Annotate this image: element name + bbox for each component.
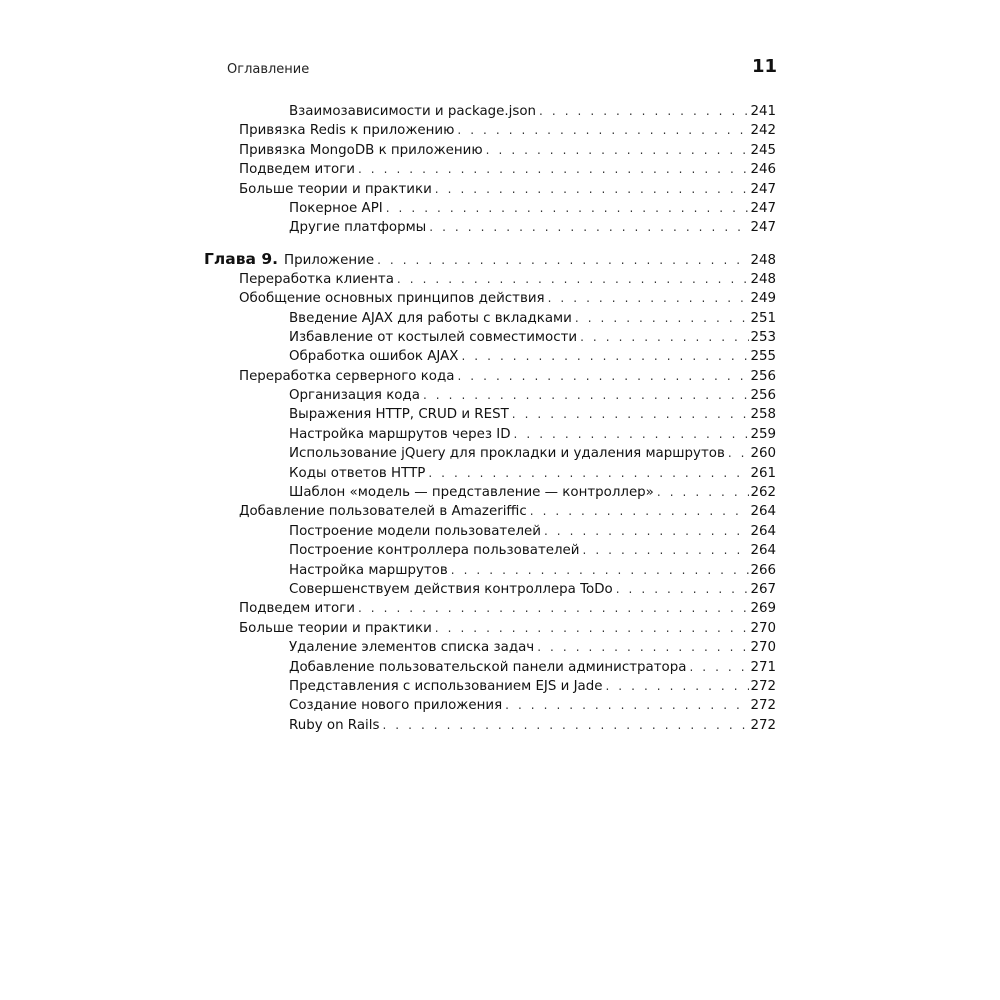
- toc-entry-title: Совершенствуем действия контроллера ToDo: [289, 581, 613, 597]
- dot-leader: [657, 483, 750, 502]
- toc-entry-page: 264: [750, 523, 776, 539]
- toc-entry-page: 272: [750, 717, 776, 733]
- dot-leader: [537, 638, 749, 657]
- toc-entry-title: Ruby on Rails: [289, 717, 380, 733]
- toc-entry-page: 247: [750, 200, 776, 216]
- toc-entry[interactable]: [289, 405, 776, 424]
- toc-entry[interactable]: [289, 522, 776, 541]
- toc-entry[interactable]: [239, 502, 776, 521]
- dot-leader: [514, 425, 750, 444]
- toc-entry[interactable]: [239, 619, 776, 638]
- toc-entry[interactable]: [289, 347, 776, 366]
- dot-leader: [530, 502, 750, 521]
- chapter-label: Глава 9.: [204, 249, 279, 268]
- toc-entry[interactable]: [289, 309, 776, 328]
- toc-entry-title: Создание нового приложения: [289, 698, 503, 714]
- toc-entry-title: Больше теории и практики: [239, 181, 432, 197]
- toc-entry-page: 245: [750, 142, 776, 158]
- toc-entry-title: Покерное API: [289, 200, 383, 216]
- toc-entry[interactable]: [289, 696, 776, 715]
- toc-entry-title: Привязка Redis к приложению: [239, 123, 455, 139]
- toc-entry[interactable]: [289, 218, 776, 237]
- page-number: 11: [751, 56, 777, 77]
- toc-entry-title: Другие платформы: [289, 220, 427, 236]
- toc-entry[interactable]: [289, 580, 776, 599]
- toc-entry-page: 249: [750, 291, 776, 307]
- dot-leader: [358, 599, 749, 618]
- toc-entry[interactable]: [289, 483, 776, 502]
- toc-entry-page: 264: [750, 543, 776, 559]
- dot-leader: [575, 309, 750, 328]
- toc-entry-page: 241: [750, 104, 776, 119]
- toc-entry-page: 260: [750, 446, 776, 462]
- toc-entry-page: 247: [750, 181, 776, 197]
- toc-entry-page: 256: [750, 388, 776, 404]
- toc-entry-title: Избавление от костылей совместимости: [289, 329, 578, 345]
- toc-entry-title: Построение контроллера пользователей: [289, 543, 580, 559]
- toc-entry-page: 251: [750, 310, 776, 326]
- toc-entry-title: Обработка ошибок AJAX: [289, 349, 459, 365]
- toc-entry[interactable]: [289, 199, 776, 218]
- toc-entry-title: Подведем итоги: [239, 162, 355, 178]
- toc-entry-page: 248: [750, 271, 776, 287]
- toc-entry-page: 269: [750, 601, 776, 617]
- toc-entry[interactable]: [289, 328, 776, 347]
- dot-leader: [386, 199, 750, 218]
- toc-entry-title: Организация кода: [289, 388, 420, 404]
- toc-entry-page: 272: [750, 698, 776, 714]
- toc-entry[interactable]: [289, 677, 776, 696]
- toc-entry[interactable]: [289, 425, 776, 444]
- dot-leader: [539, 102, 749, 121]
- toc-entry-page: 266: [750, 562, 776, 578]
- toc-entry-page: 270: [750, 620, 776, 636]
- toc-entry[interactable]: [289, 716, 776, 735]
- toc-entry-title: Выражения HTTP, CRUD и REST: [289, 407, 509, 423]
- toc-entry[interactable]: [239, 599, 776, 618]
- toc-entry-page: 253: [750, 329, 776, 345]
- toc-entry-title: Представления с использованием EJS и Jade: [289, 678, 603, 694]
- toc-entry-page: 261: [750, 465, 776, 481]
- dot-leader: [583, 541, 750, 560]
- toc-entry-title: Коды ответов HTTP: [289, 465, 426, 481]
- dot-leader: [728, 444, 750, 463]
- toc-entry-page: 256: [750, 368, 776, 384]
- dot-leader: [544, 522, 749, 541]
- dot-leader: [429, 218, 749, 237]
- toc-entry-title: Переработка клиента: [239, 271, 394, 287]
- toc-entry-page: 272: [750, 678, 776, 694]
- toc-entry-page: 246: [750, 162, 776, 178]
- toc-entry[interactable]: [289, 541, 776, 560]
- toc-entry[interactable]: [239, 180, 776, 199]
- toc-entry-page: 247: [750, 220, 776, 236]
- dot-leader: [428, 464, 749, 483]
- dot-leader: [512, 405, 750, 424]
- toc-entry-title: Привязка MongoDB к приложению: [239, 142, 483, 158]
- toc-entry[interactable]: [289, 102, 776, 121]
- dot-leader: [689, 658, 749, 677]
- dot-leader: [616, 580, 750, 599]
- toc-entry-page: 270: [750, 640, 776, 656]
- toc-entry-page: 248: [750, 252, 776, 268]
- dot-leader: [457, 367, 749, 386]
- toc-entry-title: Добавление пользовательской панели администратора: [289, 659, 687, 675]
- dot-leader: [382, 716, 749, 735]
- dot-leader: [451, 561, 750, 580]
- toc-entry[interactable]: [289, 638, 776, 657]
- dot-leader: [605, 677, 749, 696]
- toc-entry-title: Больше теории и практики: [239, 620, 432, 636]
- toc-entry-title: Обобщение основных принципов действия: [239, 291, 545, 307]
- running-head: Оглавление: [227, 62, 310, 77]
- toc-chapter-entry[interactable]: [204, 248, 776, 270]
- dot-leader: [548, 289, 750, 308]
- toc-entry-title: Подведем итоги: [239, 601, 355, 617]
- table-of-contents: [0, 102, 1000, 735]
- toc-entry[interactable]: [239, 270, 776, 289]
- toc-entry-title: Добавление пользователей в Amazeriffic: [239, 504, 527, 520]
- dot-leader: [397, 270, 750, 289]
- toc-entry[interactable]: [289, 464, 776, 483]
- toc-entry-title: Настройка маршрутов: [289, 562, 448, 578]
- toc-entry[interactable]: [239, 289, 776, 308]
- toc-entry-page: 258: [750, 407, 776, 423]
- toc-entry-page: 267: [750, 581, 776, 597]
- dot-leader: [457, 121, 749, 140]
- toc-entry-title: Введение AJAX для работы с вкладками: [289, 310, 572, 326]
- toc-entry-page: 262: [750, 485, 776, 501]
- dot-leader: [461, 347, 749, 366]
- toc-entry-page: 242: [750, 123, 776, 139]
- toc-entry[interactable]: [239, 141, 776, 160]
- toc-entry-page: 271: [750, 659, 776, 675]
- toc-entry-title: Переработка серверного кода: [239, 368, 455, 384]
- toc-entry-title: Шаблон «модель — представление — контроллер»: [289, 485, 654, 501]
- dot-leader: [580, 328, 749, 347]
- toc-entry[interactable]: [239, 367, 776, 386]
- dot-leader: [358, 160, 749, 179]
- toc-entry[interactable]: [239, 160, 776, 179]
- page-header: [227, 56, 777, 80]
- toc-entry-title: Взаимозависимости и package.json: [289, 104, 537, 119]
- toc-entry[interactable]: [289, 386, 776, 405]
- dot-leader: [435, 180, 750, 199]
- toc-entry-title: Построение модели пользователей: [289, 523, 541, 539]
- toc-entry-title: Настройка маршрутов через ID: [289, 426, 511, 442]
- dot-leader: [377, 249, 749, 270]
- dot-leader: [486, 141, 750, 160]
- dot-leader: [423, 386, 749, 405]
- toc-entry[interactable]: [289, 658, 776, 677]
- toc-entry-page: 255: [750, 349, 776, 365]
- toc-entry-title: Удаление элементов списка задач: [289, 640, 535, 656]
- toc-entry[interactable]: [289, 444, 776, 463]
- toc-entry[interactable]: [289, 561, 776, 580]
- dot-leader: [505, 696, 749, 715]
- toc-entry-title: Приложение: [284, 252, 375, 268]
- toc-entry-page: 259: [750, 426, 776, 442]
- dot-leader: [435, 619, 750, 638]
- toc-entry-page: 264: [750, 504, 776, 520]
- toc-entry[interactable]: [239, 121, 776, 140]
- toc-entry-title: Использование jQuery для прокладки и удаления маршрутов: [289, 446, 725, 462]
